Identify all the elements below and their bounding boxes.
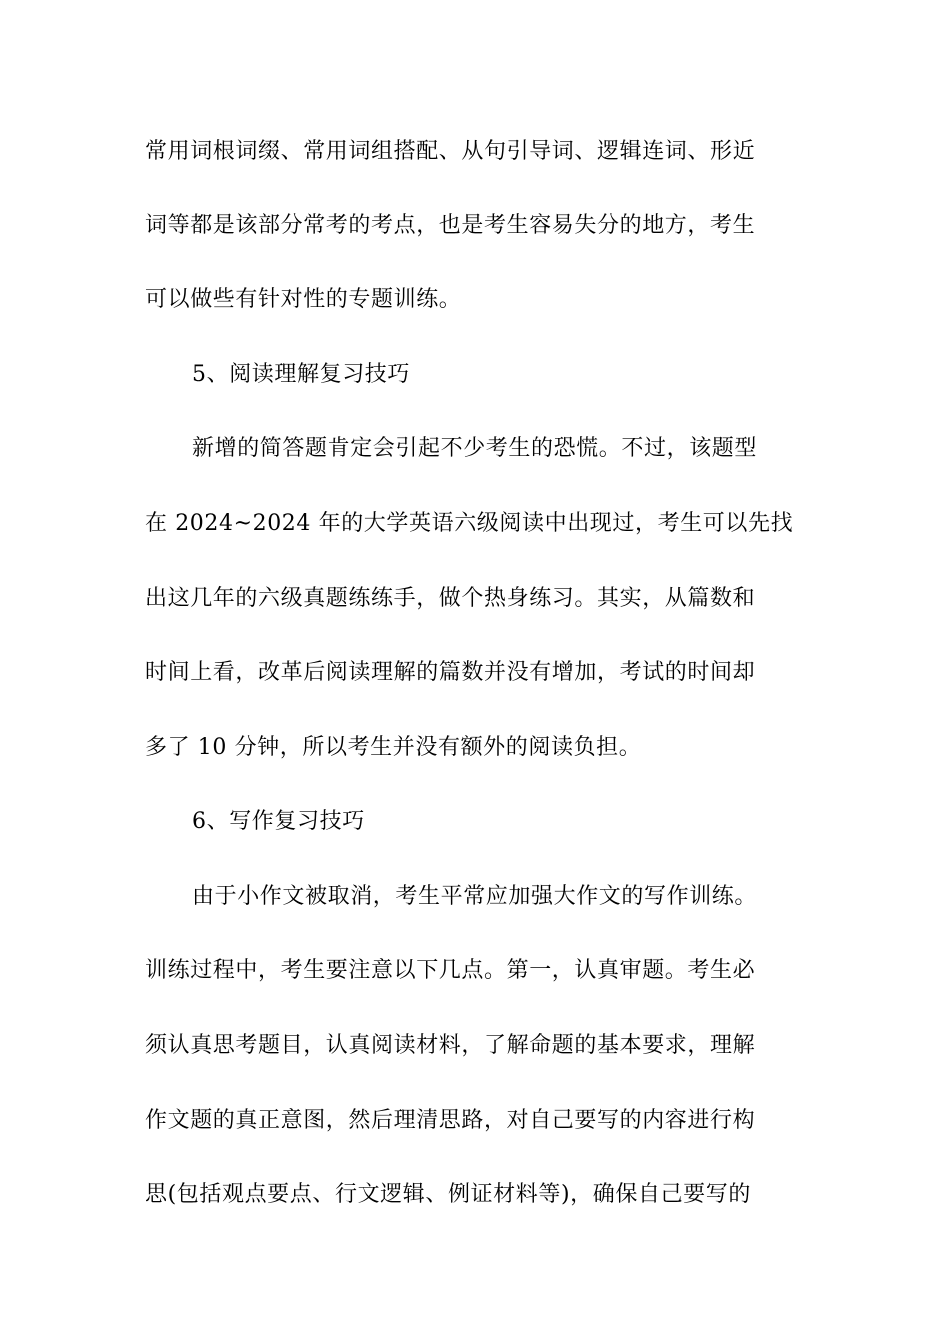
body-text-line: 新增的简答题肯定会引起不少考生的恐慌。不过，该题型	[192, 436, 758, 461]
body-text-line: 须认真思考题目，认真阅读材料，了解命题的基本要求，理解	[145, 1033, 756, 1058]
body-text-line: 常用词根词缀、常用词组搭配、从句引导词、逻辑连词、形近	[145, 139, 756, 164]
body-text-line: 思(包括观点要点、行文逻辑、例证材料等)，确保自己要写的	[145, 1182, 751, 1207]
section-heading-reading: 5、阅读理解复习技巧	[192, 362, 410, 387]
body-text-line: 作文题的真正意图，然后理清思路，对自己要写的内容进行构	[145, 1108, 756, 1133]
body-text-line: 时间上看，改革后阅读理解的篇数并没有增加，考试的时间却	[145, 660, 756, 685]
body-text-line: 由于小作文被取消，考生平常应加强大作文的写作训练。	[192, 884, 758, 909]
body-text-line: 训练过程中，考生要注意以下几点。第一，认真审题。考生必	[145, 958, 756, 983]
body-text-line: 多了 10 分钟，所以考生并没有额外的阅读负担。	[145, 735, 642, 760]
section-heading-writing: 6、写作复习技巧	[192, 809, 365, 834]
body-text-line: 在 2024~2024 年的大学英语六级阅读中出现过，考生可以先找	[145, 511, 794, 536]
body-text-line: 词等都是该部分常考的考点，也是考生容易失分的地方，考生	[145, 213, 756, 238]
body-text-line: 可以做些有针对性的专题训练。	[145, 287, 462, 312]
body-text-line: 出这几年的六级真题练练手，做个热身练习。其实，从篇数和	[145, 586, 756, 611]
